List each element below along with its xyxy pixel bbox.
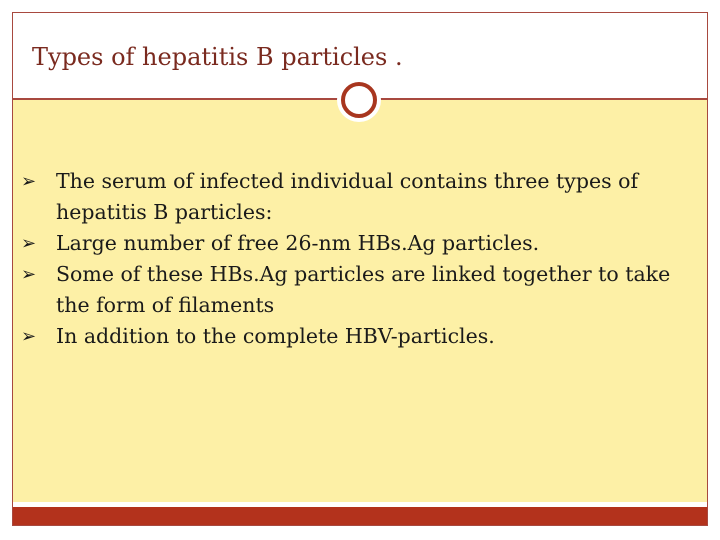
- slide-title: Types of hepatitis B particles .: [32, 43, 403, 71]
- bullet-text: In addition to the complete HBV-particles.: [56, 324, 495, 348]
- arrow-bullet-icon: ➢: [21, 264, 37, 285]
- bullet-text: Large number of free 26-nm HBs.Ag particles.: [56, 231, 540, 255]
- ring-icon: [341, 82, 377, 118]
- arrow-bullet-icon: ➢: [21, 326, 37, 347]
- arrow-bullet-icon: ➢: [21, 233, 37, 254]
- arrow-bullet-icon: ➢: [21, 171, 37, 192]
- bullet-text: Some of these HBs.Ag particles are linked together to take the form of filaments: [56, 262, 671, 317]
- circle-ornament-icon: [337, 78, 381, 122]
- bullet-text: The serum of infected individual contains three types of hepatitis B particles:: [56, 169, 639, 224]
